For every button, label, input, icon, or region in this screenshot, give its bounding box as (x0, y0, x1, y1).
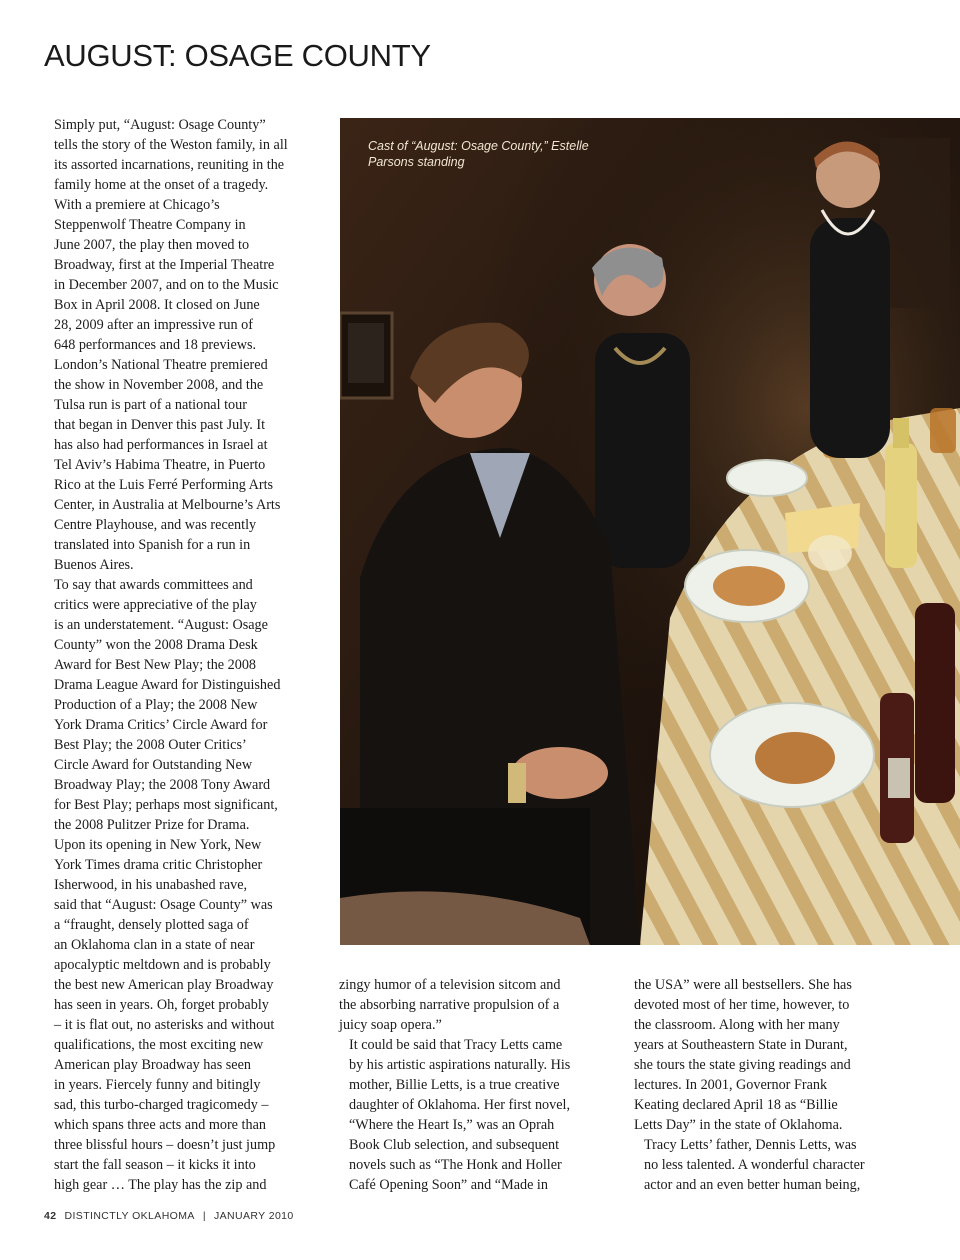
text-line: Centre Playhouse, and was recently (54, 517, 257, 533)
cast-photo (340, 118, 960, 945)
text-line: Tulsa run is part of a national tour (54, 397, 247, 413)
text-line: Keating declared April 18 as “Billie (634, 1097, 838, 1113)
text-line: family home at the onset of a tragedy. (54, 177, 269, 193)
text-line: no less talented. A wonderful character (644, 1157, 865, 1173)
paragraph (634, 975, 900, 1135)
text-line: in years. Fiercely funny and bitingly (54, 1077, 261, 1093)
text-line: three blissful hours – doesn’t just jump (54, 1137, 276, 1153)
text-line: Book Club selection, and subsequent (349, 1137, 560, 1153)
paragraph (339, 1035, 607, 1195)
paragraph (44, 115, 312, 195)
text-line: Best Play; the 2008 Outer Critics’ (54, 737, 247, 753)
text-line: qualifications, the most exciting new (54, 1037, 264, 1053)
text-line: is an understatement. “August: Osage (54, 617, 268, 633)
text-line: critics were appreciative of the play (54, 597, 257, 613)
text-line: a “fraught, densely plotted saga of (54, 917, 249, 933)
text-line: With a premiere at Chicago’s (54, 197, 220, 213)
text-line: juicy soap opera.” (339, 1017, 442, 1033)
text-line: daughter of Oklahoma. Her first novel, (349, 1097, 571, 1113)
text-line: Buenos Aires. (54, 557, 134, 573)
paragraph (339, 975, 607, 1035)
text-line: American play Broadway has seen (54, 1057, 251, 1073)
text-line: York Times drama critic Christopher (54, 857, 263, 873)
text-line: in December 2007, and on to the Music (54, 277, 279, 293)
text-column-3 (634, 975, 900, 1195)
text-line: the show in November 2008, and the (54, 377, 264, 393)
text-line: an Oklahoma clan in a state of near (54, 937, 255, 953)
text-line: start the fall season – it kicks it into (54, 1157, 256, 1173)
text-line: Steppenwolf Theatre Company in (54, 217, 246, 233)
text-line: high gear … The play has the zip and (54, 1177, 267, 1193)
text-line: the best new American play Broadway (54, 977, 274, 993)
text-line: To say that awards committees and (54, 577, 253, 593)
text-line: has also had performances in Israel at (54, 437, 268, 453)
text-line: years at Southeastern State in Durant, (634, 1037, 848, 1053)
text-line: Circle Award for Outstanding New (54, 757, 253, 773)
text-line: actor and an even better human being, (644, 1177, 861, 1193)
text-line: lectures. In 2001, Governor Frank (634, 1077, 828, 1093)
page-number: 42 (44, 1210, 57, 1222)
text-line: the 2008 Pulitzer Prize for Drama. (54, 817, 250, 833)
text-line: by his artistic aspirations naturally. His (349, 1057, 571, 1073)
text-line: the USA” were all bestsellers. She has (634, 977, 852, 993)
page-footer (44, 1210, 294, 1222)
text-line: said that “August: Osage County” was (54, 897, 273, 913)
text-line: translated into Spanish for a run in (54, 537, 251, 553)
text-line: she tours the state giving readings and (634, 1057, 851, 1073)
paragraph (44, 835, 312, 1195)
paragraph (44, 195, 312, 575)
text-line: for Best Play; perhaps most significant, (54, 797, 278, 813)
text-line: York Drama Critics’ Circle Award for (54, 717, 268, 733)
text-line: “Where the Heart Is,” was an Oprah (349, 1117, 555, 1133)
issue-date: JANUARY 2010 (213, 1210, 294, 1222)
text-line: the absorbing narrative propulsion of a (339, 997, 560, 1013)
paragraph (44, 575, 312, 835)
article-title: AUGUST: OSAGE COUNTY (44, 38, 431, 73)
text-line: sad, this turbo-charged tragicomedy – (54, 1097, 269, 1113)
text-column-2 (339, 975, 607, 1195)
cast-photo-illustration (340, 118, 960, 945)
text-line: has seen in years. Oh, forget probably (54, 997, 269, 1013)
text-line: Center, in Australia at Melbourne’s Arts (54, 497, 281, 513)
text-line: Box in April 2008. It closed on June (54, 297, 260, 313)
text-line: 648 performances and 18 previews. (54, 337, 257, 353)
text-line: that began in Denver this past July. It (54, 417, 266, 433)
footer-separator: | (202, 1210, 206, 1222)
text-column-1 (44, 115, 312, 1195)
text-line: zingy humor of a television sitcom and (339, 977, 561, 993)
text-line: Upon its opening in New York, New (54, 837, 262, 853)
photo-caption: Cast of “August: Osage County,” Estelle Parsons standing (368, 139, 589, 169)
text-line: devoted most of her time, however, to (634, 997, 850, 1013)
text-line: Isherwood, in his unabashed rave, (54, 877, 248, 893)
text-line: Award for Best New Play; the 2008 (54, 657, 257, 673)
text-line: Production of a Play; the 2008 New (54, 697, 258, 713)
publication-name: DISTINCTLY OKLAHOMA (64, 1210, 195, 1222)
text-line: Simply put, “August: Osage County” (54, 117, 266, 133)
text-line: Rico at the Luis Ferré Performing Arts (54, 477, 274, 493)
text-line: its assorted incarnations, reuniting in the (54, 157, 285, 173)
text-line: Tel Aviv’s Habima Theatre, in Puerto (54, 457, 266, 473)
text-line: – it is flat out, no asterisks and without (54, 1017, 275, 1033)
text-line: mother, Billie Letts, is a true creative (349, 1077, 560, 1093)
text-line: Broadway, first at the Imperial Theatre (54, 257, 275, 273)
text-line: apocalyptic meltdown and is probably (54, 957, 271, 973)
text-line: novels such as “The Honk and Holler (349, 1157, 562, 1173)
text-line: Drama League Award for Distinguished (54, 677, 281, 693)
text-line: It could be said that Tracy Letts came (349, 1037, 563, 1053)
text-line: tells the story of the Weston family, in all (54, 137, 288, 153)
text-line: Broadway Play; the 2008 Tony Award (54, 777, 271, 793)
text-line: the classroom. Along with her many (634, 1017, 840, 1033)
text-line: Letts Day” in the state of Oklahoma. (634, 1117, 843, 1133)
text-line: which spans three acts and more than (54, 1117, 266, 1133)
text-line: Café Opening Soon” and “Made in (349, 1177, 548, 1193)
text-line: County” won the 2008 Drama Desk (54, 637, 258, 653)
text-line: June 2007, the play then moved to (54, 237, 250, 253)
paragraph (634, 1135, 900, 1195)
text-line: London’s National Theatre premiered (54, 357, 268, 373)
text-line: Tracy Letts’ father, Dennis Letts, was (644, 1137, 857, 1153)
text-line: 28, 2009 after an impressive run of (54, 317, 253, 333)
